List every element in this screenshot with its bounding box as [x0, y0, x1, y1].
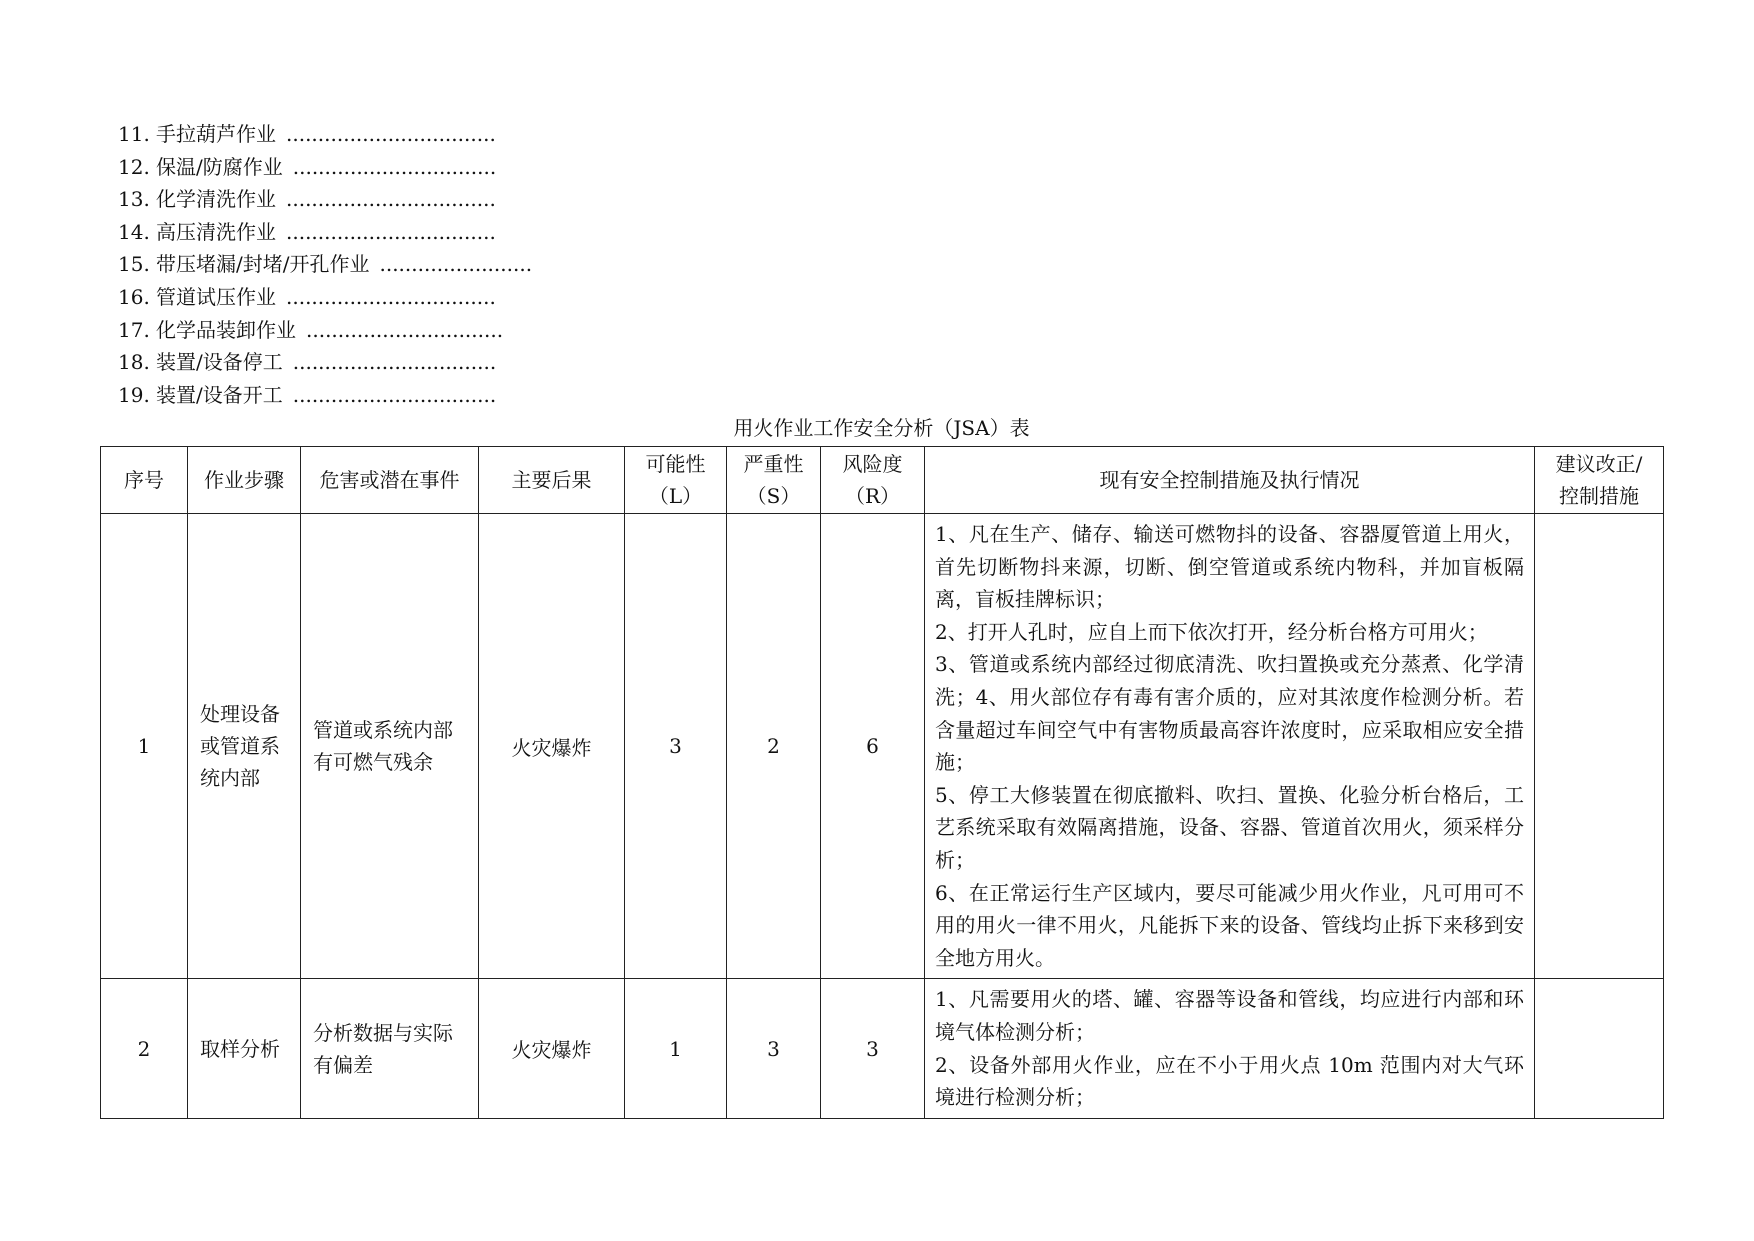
jsa-table — [100, 446, 1664, 1119]
measure-item: 3、管道或系统内部经过彻底清洗、吹扫置换或充分蒸煮、化学清洗；4、用火部位存有毒有害介质的，应对其浓度作检测分析。若含量超过车间空气中有害物质最高容许浓度时，应采取相应安全措施； — [935, 652, 1524, 775]
toc-item-label: 手拉葫芦作业 — [156, 122, 276, 146]
toc-item-number: 11. — [118, 122, 150, 146]
toc-item-number: 16. — [118, 284, 150, 309]
cell-hazard: 分析数据与实际有偏差 — [301, 979, 479, 1118]
toc-item-number: 19. — [118, 382, 150, 407]
cell-seq: 1 — [101, 514, 188, 979]
cell-severity: 3 — [727, 979, 821, 1118]
toc-item-leader: ................................ — [292, 154, 497, 179]
header-likelihood-label: 可能性 — [645, 452, 706, 476]
table-row — [101, 514, 1664, 979]
toc-item — [118, 281, 818, 314]
toc-item-number: 14. — [118, 219, 150, 244]
measure-item: 1、凡需要用火的塔、罐、容器等设备和管线，均应进行内部和环境气体检测分析； — [935, 987, 1524, 1044]
toc-item — [118, 248, 818, 281]
header-risk-code: （R） — [844, 484, 901, 508]
toc-item — [118, 118, 818, 151]
toc-item-leader: ................................. — [286, 187, 496, 212]
header-hazard: 危害或潜在事件 — [301, 447, 479, 514]
measure-item: 2、设备外部用火作业，应在不小于用火点 10m 范围内对大气环境进行检测分析； — [935, 1052, 1524, 1110]
header-risk — [821, 447, 925, 514]
cell-step: 取样分析 — [188, 979, 301, 1118]
measure-item: 1、凡在生产、储存、输送可燃物抖的设备、容器厦管道上用火，首先切断物抖来源，切断、倒空管道或系统内物科，并加盲板隔离，盲板挂牌标识； — [935, 522, 1524, 612]
header-seq: 序号 — [101, 447, 188, 514]
table-row — [101, 979, 1664, 1118]
toc-item — [118, 346, 818, 379]
toc-item-label: 化学清洗作业 — [156, 187, 276, 212]
toc-item-leader: ................................. — [286, 219, 496, 244]
header-severity-code: （S） — [746, 484, 801, 508]
toc-item-label: 带压堵漏/封堵/开孔作业 — [156, 252, 370, 277]
toc-item-label: 化学品装卸作业 — [156, 317, 296, 342]
toc-item-leader: ................................. — [286, 122, 496, 146]
cell-likelihood: 3 — [625, 514, 727, 979]
cell-step: 处理设备或管道系统内部 — [188, 514, 301, 979]
toc-item-leader: ............................... — [306, 317, 504, 342]
header-likelihood-code: （L） — [648, 484, 703, 508]
toc-item-number: 18. — [118, 350, 150, 375]
measure-item: 6、在正常运行生产区域内，要尽可能减少用火作业，凡可用可不用的用火一律不用火，凡能拆下来的设备、管线均止拆下来移到安全地方用火。 — [935, 880, 1524, 970]
cell-consequence: 火灾爆炸 — [479, 514, 625, 979]
cell-severity: 2 — [727, 514, 821, 979]
toc-item-label: 高压清洗作业 — [156, 219, 276, 244]
header-consequence: 主要后果 — [479, 447, 625, 514]
header-severity-label: 严重性 — [743, 452, 804, 476]
toc-item — [118, 379, 818, 412]
header-row — [101, 447, 1664, 514]
cell-consequence: 火灾爆炸 — [479, 979, 625, 1118]
toc-item-label: 装置/设备停工 — [156, 350, 283, 375]
header-step: 作业步骤 — [188, 447, 301, 514]
cell-suggest — [1535, 979, 1664, 1118]
cell-risk: 3 — [821, 979, 925, 1118]
toc-item-number: 17. — [118, 317, 150, 342]
toc-item-leader: ........................ — [379, 252, 533, 277]
measure-item: 2、打开人孔时，应自上而下依次打开，经分析台格方可用火； — [935, 619, 1488, 644]
header-likelihood — [625, 447, 727, 514]
cell-risk: 6 — [821, 514, 925, 979]
toc-item-label: 装置/设备开工 — [156, 382, 283, 407]
toc-item — [118, 183, 818, 216]
toc-item-number: 13. — [118, 187, 150, 212]
toc-item-label: 保温/防腐作业 — [156, 154, 283, 179]
cell-measures — [925, 514, 1535, 979]
toc-list — [118, 118, 818, 411]
cell-suggest — [1535, 514, 1664, 979]
cell-likelihood: 1 — [625, 979, 727, 1118]
toc-item-number: 12. — [118, 154, 150, 179]
toc-item-label: 管道试压作业 — [156, 284, 276, 309]
toc-item — [118, 216, 818, 249]
header-risk-label: 风险度 — [842, 452, 903, 476]
header-suggest — [1535, 447, 1664, 514]
toc-item-leader: ................................ — [292, 382, 497, 407]
header-suggest-line2: 控制措施 — [1559, 484, 1639, 508]
toc-item-leader: ................................ — [292, 350, 497, 375]
cell-measures — [925, 979, 1535, 1118]
header-suggest-line1: 建议改正/ — [1555, 452, 1643, 476]
cell-hazard: 管道或系统内部有可燃气残余 — [301, 514, 479, 979]
header-controls: 现有安全控制措施及执行情况 — [925, 447, 1535, 514]
toc-item-leader: ................................. — [286, 284, 496, 309]
measure-item: 5、停工大修装置在彻底撤料、吹扫、置换、化验分析台格后，工艺系统采取有效隔离措施，设备、容器、管道首次用火，须采样分析； — [935, 782, 1524, 872]
toc-item — [118, 151, 818, 184]
cell-seq: 2 — [101, 979, 188, 1118]
toc-item-number: 15. — [118, 252, 150, 277]
toc-item — [118, 314, 818, 347]
table-title: 用火作业工作安全分析（JSA）表 — [733, 416, 1030, 440]
header-severity — [727, 447, 821, 514]
